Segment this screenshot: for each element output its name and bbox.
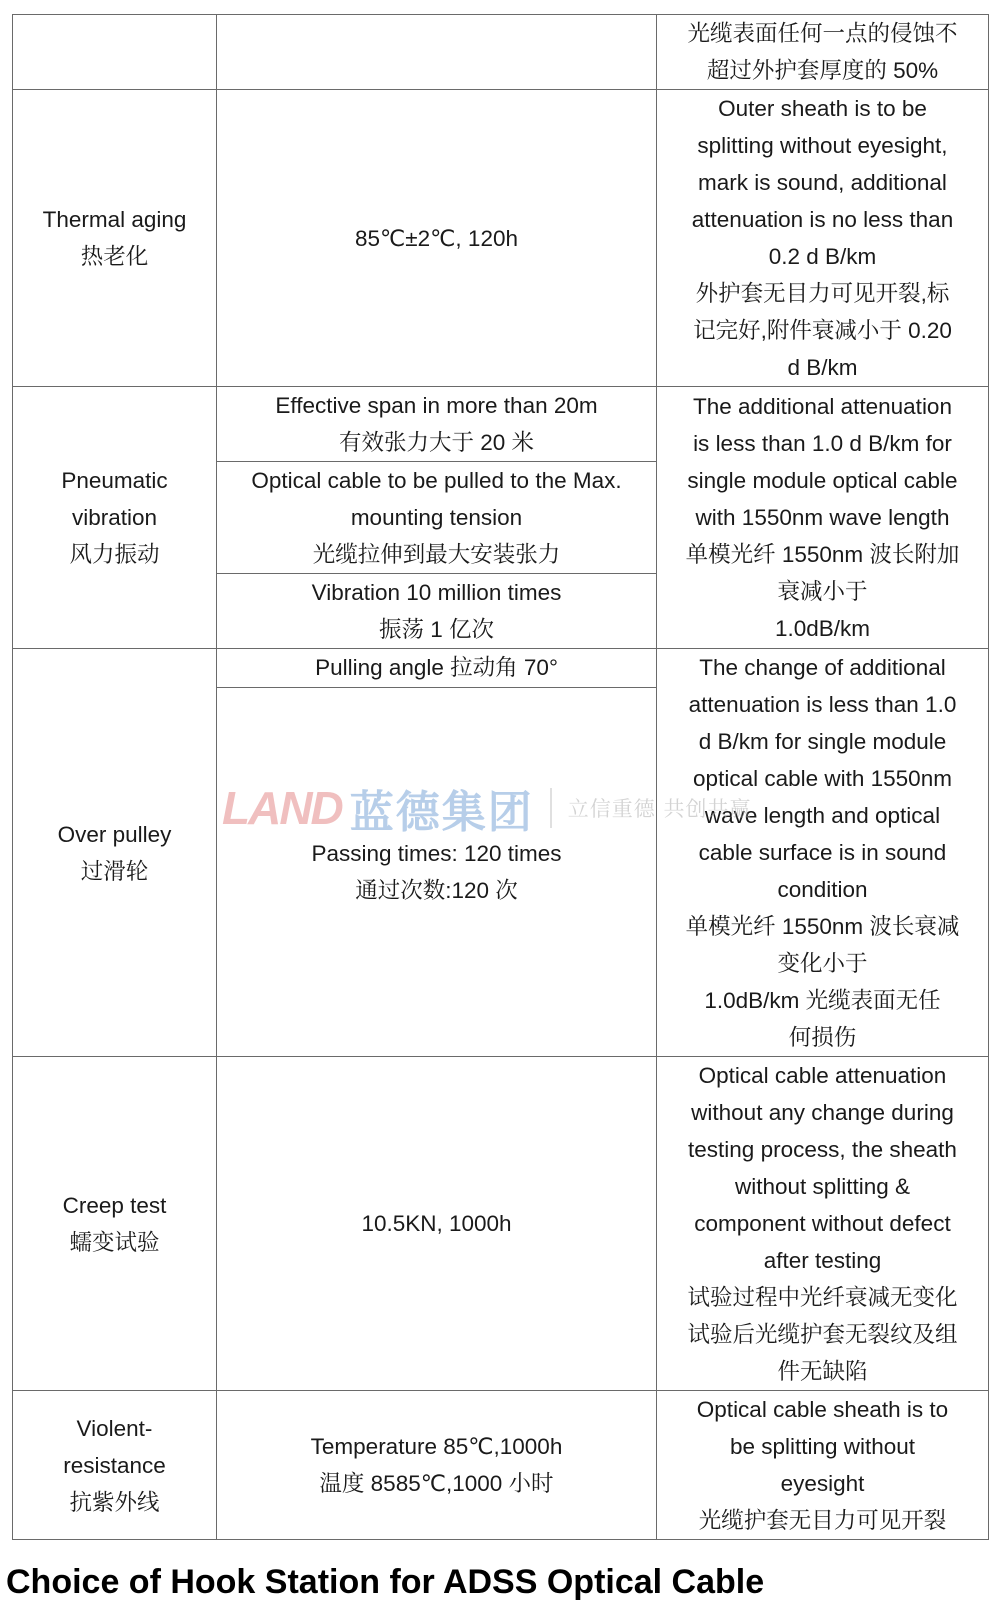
table-row bbox=[13, 1391, 989, 1540]
table-row bbox=[13, 387, 989, 462]
requirement-cell: Optical cable attenuation without any change during testing process, the sheath without splitting & component without defect after testing 试验过程中光纤衰减无变化 试验后光缆护套无裂纹及组 件无缺陷 bbox=[657, 1057, 989, 1391]
condition-cell: Vibration 10 million times 振荡 1 亿次 bbox=[217, 574, 657, 649]
company-slogan: 立信重德 共创共赢 bbox=[567, 797, 752, 821]
table-row bbox=[13, 15, 989, 90]
test-name-cell bbox=[13, 15, 217, 90]
company-logo: LAND bbox=[222, 782, 342, 834]
test-name-cell: Over pulley 过滑轮 bbox=[13, 649, 217, 1057]
test-name-cell: Pneumatic vibration 风力振动 bbox=[13, 387, 217, 649]
condition-cell: Optical cable to be pulled to the Max. mounting tension 光缆拉伸到最大安装张力 bbox=[217, 462, 657, 574]
condition-cell: 10.5KN, 1000h bbox=[217, 1057, 657, 1391]
requirement-cell: The change of additional attenuation is less than 1.0 d B/km for single module optical cable with 1550nm wave length and optical cable surface is in sound condition 单模光纤 1550nm 波长衰减 变化小于 1.0dB/km 光缆表面无任 何损伤 bbox=[657, 649, 989, 1057]
condition-cell: Effective span in more than 20m 有效张力大于 20 米 bbox=[217, 387, 657, 462]
section-heading: Choice of Hook Station for ADSS Optical Cable bbox=[6, 1563, 765, 1601]
condition-cell: Temperature 85℃,1000h 温度 8585℃,1000 小时 bbox=[217, 1391, 657, 1540]
test-name-cell: Thermal aging 热老化 bbox=[13, 90, 217, 387]
requirement-cell: 光缆表面任何一点的侵蚀不 超过外护套厚度的 50% bbox=[657, 15, 989, 90]
test-name-cell: Creep test 蠕变试验 bbox=[13, 1057, 217, 1391]
condition-cell: Passing times: 120 times 通过次数:120 次 bbox=[217, 687, 657, 1056]
requirement-cell: Outer sheath is to be splitting without eyesight, mark is sound, additional attenuation is no less than 0.2 d B/km 外护套无目力可见开裂,标 记完好,附件衰减小于 0.20 d B/km bbox=[657, 90, 989, 387]
table-row bbox=[13, 90, 989, 387]
requirement-cell: Optical cable sheath is to be splitting without eyesight 光缆护套无目力可见开裂 bbox=[657, 1391, 989, 1540]
condition-cell: Pulling angle 拉动角 70° bbox=[217, 649, 657, 688]
test-name-cell: Violent- resistance 抗紫外线 bbox=[13, 1391, 217, 1540]
condition-cell bbox=[217, 15, 657, 90]
table-row bbox=[13, 1057, 989, 1391]
company-name-cn: 蓝德集团 bbox=[349, 787, 534, 838]
condition-cell: 85℃±2℃, 120h bbox=[217, 90, 657, 387]
table-row bbox=[13, 649, 989, 688]
test-spec-table bbox=[12, 14, 989, 1540]
requirement-cell: The additional attenuation is less than 1.0 d B/km for single module optical cable with 1550nm wave length 单模光纤 1550nm 波长附加 衰减小于 1.0dB/km bbox=[657, 387, 989, 649]
